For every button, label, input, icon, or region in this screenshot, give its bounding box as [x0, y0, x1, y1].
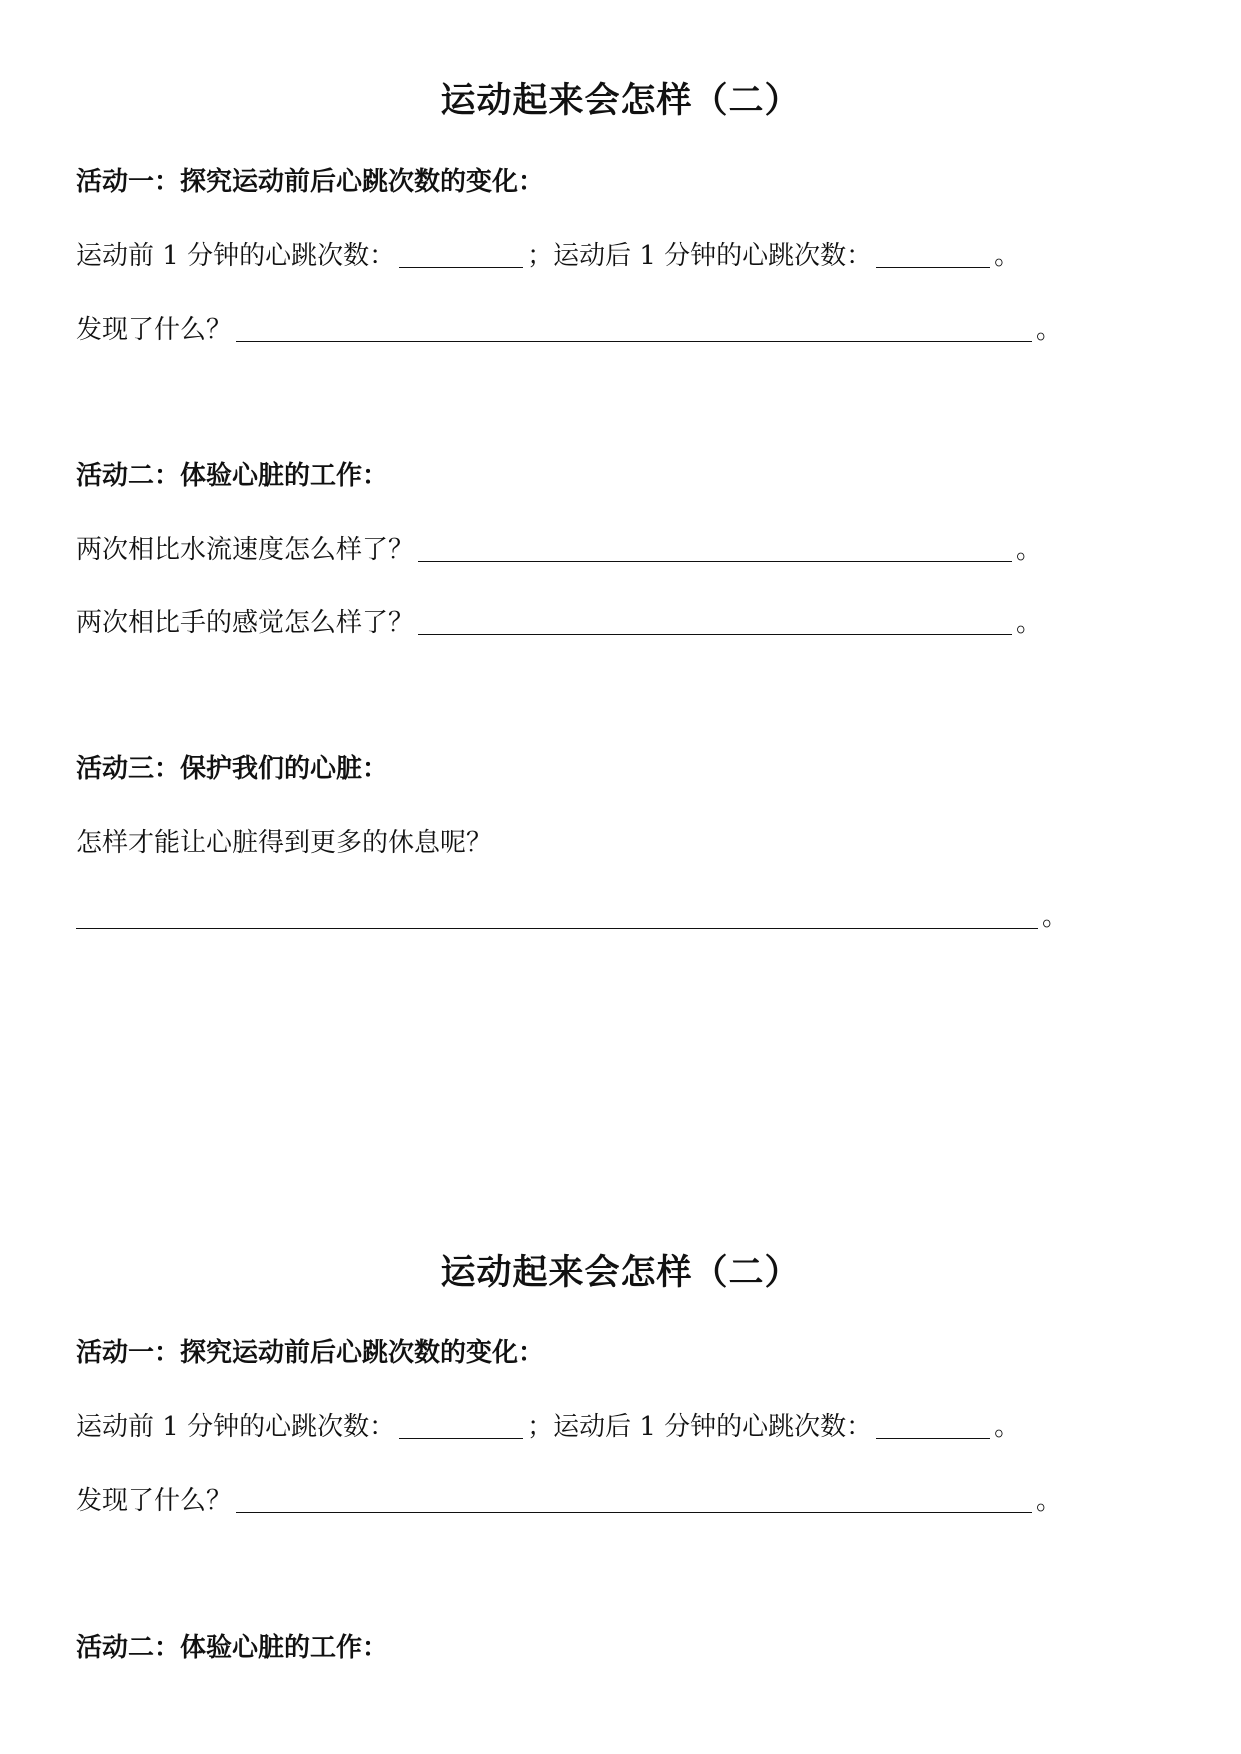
- before-count-label: 运动前 1 分钟的心跳次数：: [76, 241, 396, 271]
- finding-row: [76, 1485, 1062, 1517]
- period: 。: [1016, 535, 1043, 565]
- finding-label: 发现了什么？: [76, 315, 233, 345]
- hand-feeling-question: 两次相比手的感觉怎么样了？: [76, 608, 415, 638]
- water-speed-question: 两次相比水流速度怎么样了？: [76, 535, 415, 565]
- after-count-blank[interactable]: [876, 1414, 990, 1439]
- heart-rest-question: 怎样才能让心脏得到更多的休息呢？: [76, 828, 493, 858]
- activity2-heading: 活动二：体验心脏的工作：: [76, 1633, 389, 1663]
- semicolon: ；: [527, 1412, 554, 1442]
- hand-feeling-blank[interactable]: [418, 610, 1012, 635]
- semicolon: ；: [527, 241, 554, 271]
- activity1-heading: 活动一：探究运动前后心跳次数的变化：: [76, 167, 545, 197]
- heartbeat-count-row: [76, 1411, 1020, 1443]
- before-count-blank[interactable]: [399, 243, 523, 268]
- heart-rest-blank[interactable]: [76, 904, 1038, 929]
- water-speed-row: [76, 534, 1042, 566]
- after-count-label: 运动后 1 分钟的心跳次数：: [553, 241, 873, 271]
- finding-label: 发现了什么？: [76, 1486, 233, 1516]
- before-count-label: 运动前 1 分钟的心跳次数：: [76, 1412, 396, 1442]
- before-count-blank[interactable]: [399, 1414, 523, 1439]
- after-count-label: 运动后 1 分钟的心跳次数：: [553, 1412, 873, 1442]
- activity2-heading: 活动二：体验心脏的工作：: [76, 461, 389, 491]
- page-title: 运动起来会怎样（二）: [440, 81, 801, 121]
- period: 。: [994, 241, 1021, 271]
- period: 。: [1042, 902, 1069, 932]
- period: 。: [1036, 315, 1063, 345]
- period: 。: [1036, 1486, 1063, 1516]
- after-count-blank[interactable]: [876, 243, 990, 268]
- activity1-heading: 活动一：探究运动前后心跳次数的变化：: [76, 1338, 545, 1368]
- period: 。: [1016, 608, 1043, 638]
- finding-blank[interactable]: [236, 317, 1032, 342]
- heart-rest-answer-row: [76, 901, 1068, 933]
- activity3-heading: 活动三：保护我们的心脏：: [76, 754, 389, 784]
- finding-row: [76, 314, 1062, 346]
- period: 。: [994, 1412, 1021, 1442]
- water-speed-blank[interactable]: [418, 537, 1012, 562]
- finding-blank[interactable]: [236, 1488, 1032, 1513]
- page-title: 运动起来会怎样（二）: [440, 1253, 801, 1293]
- heartbeat-count-row: [76, 240, 1020, 272]
- hand-feeling-row: [76, 607, 1042, 639]
